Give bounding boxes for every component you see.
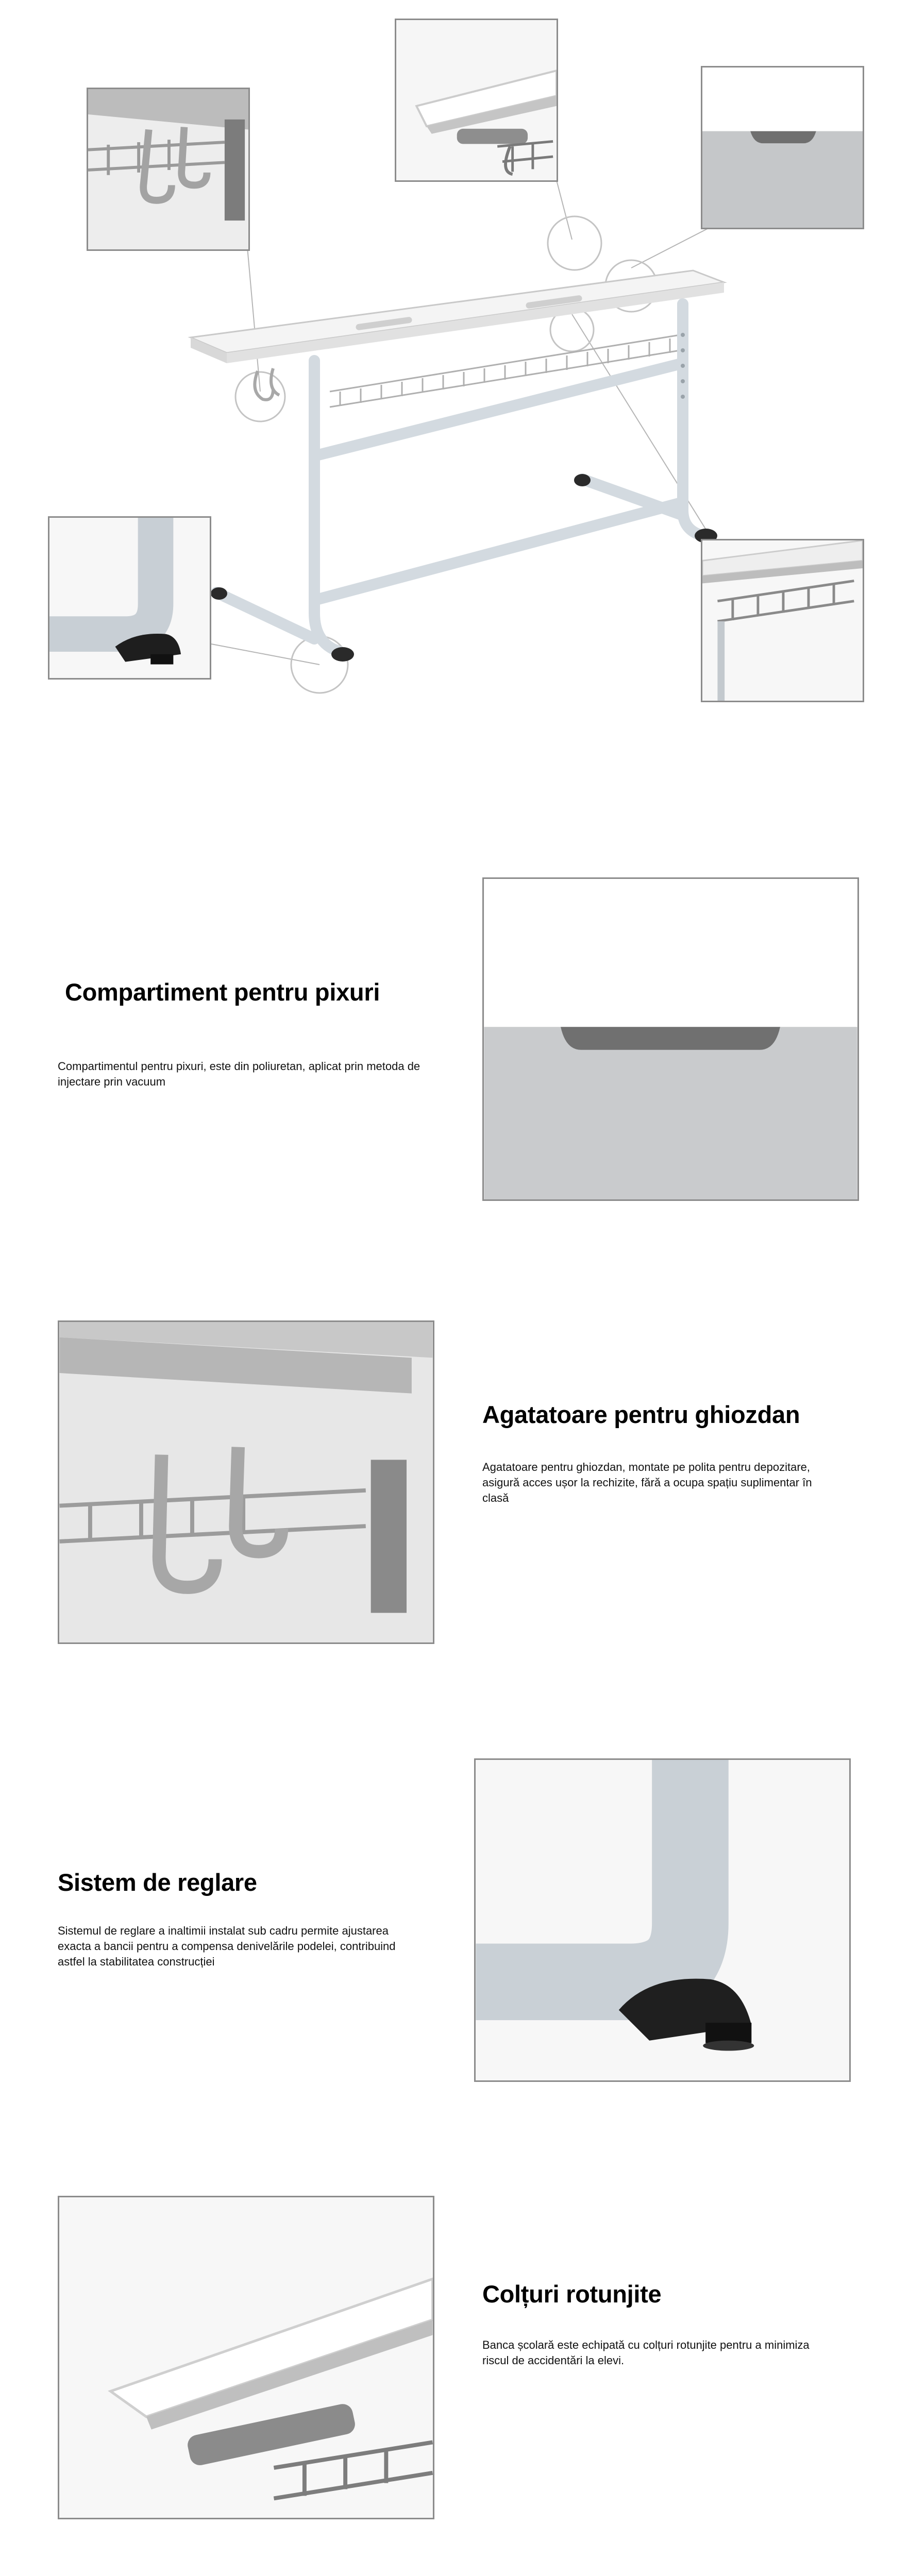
thumb-foot: [48, 516, 211, 680]
image-rounded-corners: [58, 2196, 434, 2519]
image-bag-hooks: [58, 1320, 434, 1644]
thumb-hooks: [87, 88, 250, 251]
section-desc-bag-hooks: Agatatoare pentru ghiozdan, montate pe polita pentru depozitare, asigură acces ușor la rechizite, fără a ocupa spațiu suplimentar în clasă: [482, 1461, 812, 1504]
thumb-corner: [395, 19, 558, 182]
hero-illustration: [0, 0, 909, 721]
section-desc-rounded-corners: Banca școlară este echipată cu colțuri rotunjite pentru a minimiza riscul de accidentări la elevi.: [482, 2338, 810, 2367]
section-title-pen-compartment: Compartiment pentru pixuri: [65, 978, 380, 1006]
section-title-bag-hooks: Agatatoare pentru ghiozdan: [482, 1401, 800, 1428]
thumb-pen-tray: [701, 66, 864, 229]
section-desc-pen-compartment: Compartimentul pentru pixuri, este din poliuretan, aplicat prin metoda de injectare prin vacuum: [58, 1060, 420, 1088]
section-desc-adjustment: Sistemul de reglare a inaltimii instalat sub cadru permite ajustarea exacta a bancii pentru a compensa denivelările podelei, contribuind astfel la stabilitatea construcției: [58, 1924, 396, 1968]
thumb-shelf: [701, 539, 864, 702]
section-title-adjustment: Sistem de reglare: [58, 1869, 257, 1896]
image-adjustment: [474, 1758, 851, 2082]
section-title-rounded-corners: Colțuri rotunjite: [482, 2280, 662, 2308]
image-pen-compartment: [482, 877, 859, 1201]
